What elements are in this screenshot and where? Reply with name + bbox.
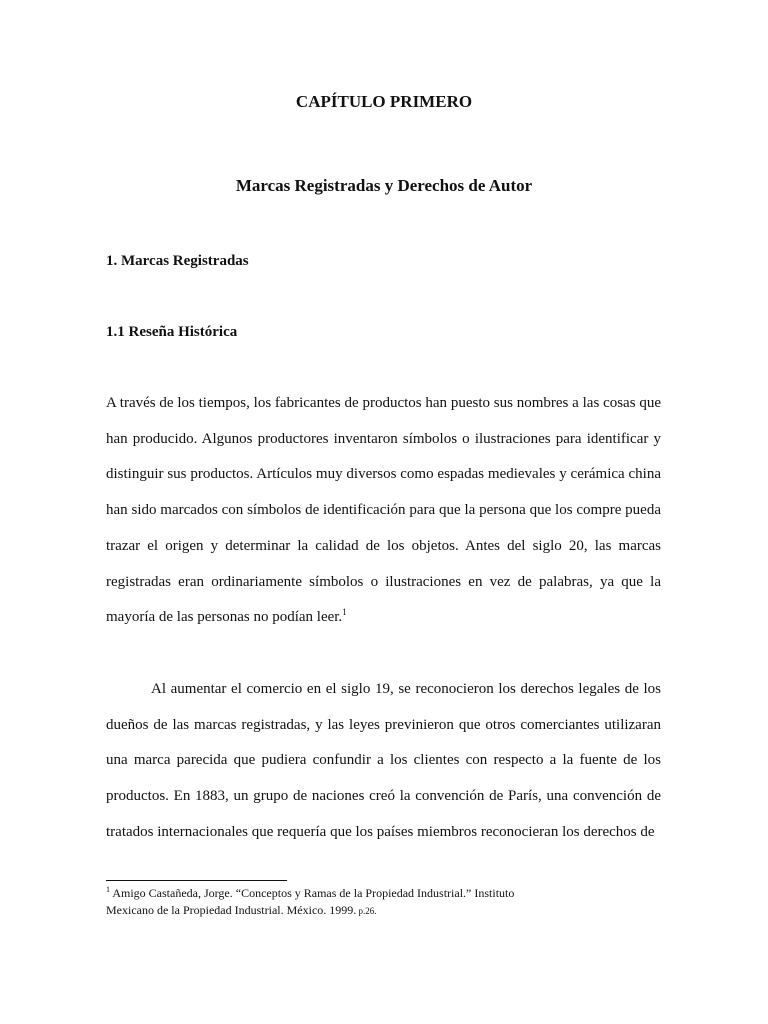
footnote-line-2: Mexicano de la Propiedad Industrial. México. 1999. bbox=[106, 903, 357, 917]
footnote bbox=[106, 885, 666, 920]
paragraph-2 bbox=[106, 672, 661, 851]
paragraph-2-text: Al aumentar el comercio en el siglo 19, se reconocieron los derechos legales de los dueños de las marcas registradas, y las leyes previnieron que otros comerciantes utilizaran una marca parecida que pudiera confundir a los clientes con respecto a la fuente de los productos. En 1883, un grupo de naciones creó la convención de París, una convención de tratados internacionales que requería que los países miembros reconocieran los derechos de bbox=[106, 681, 661, 840]
paragraph-1 bbox=[106, 386, 661, 636]
footnote-reference[interactable]: 1 bbox=[342, 607, 347, 618]
section-heading-1-1: 1.1 Reseña Histórica bbox=[106, 324, 238, 340]
chapter-label: CAPÍTULO PRIMERO bbox=[295, 92, 473, 111]
footnote-number: 1 bbox=[106, 885, 110, 894]
chapter-title: Marcas Registradas y Derechos de Autor bbox=[235, 176, 533, 195]
paragraph-1-text: A través de los tiempos, los fabricantes de productos han puesto sus nombres a las cosas que han producido. Algunos productores inventaron símbolos o ilustraciones para identificar y distinguir sus productos. Artículos muy diversos como espadas medievales y cerámica china han sido marcados con símbolos de identificación para que la persona que los compre pueda trazar el origen y determinar la calidad de los objetos. Antes del siglo 20, las marcas registradas eran ordinariamente símbolos o ilustraciones en vez de palabras, ya que la mayoría de las personas no podían leer. bbox=[106, 395, 661, 626]
footnote-page-ref: p.26. bbox=[356, 906, 377, 916]
footnote-line-1: Amigo Castañeda, Jorge. “Conceptos y Ramas de la Propiedad Industrial.” Instituto bbox=[110, 886, 515, 900]
footnote-divider bbox=[106, 880, 287, 881]
section-heading-1: 1. Marcas Registradas bbox=[106, 253, 249, 269]
